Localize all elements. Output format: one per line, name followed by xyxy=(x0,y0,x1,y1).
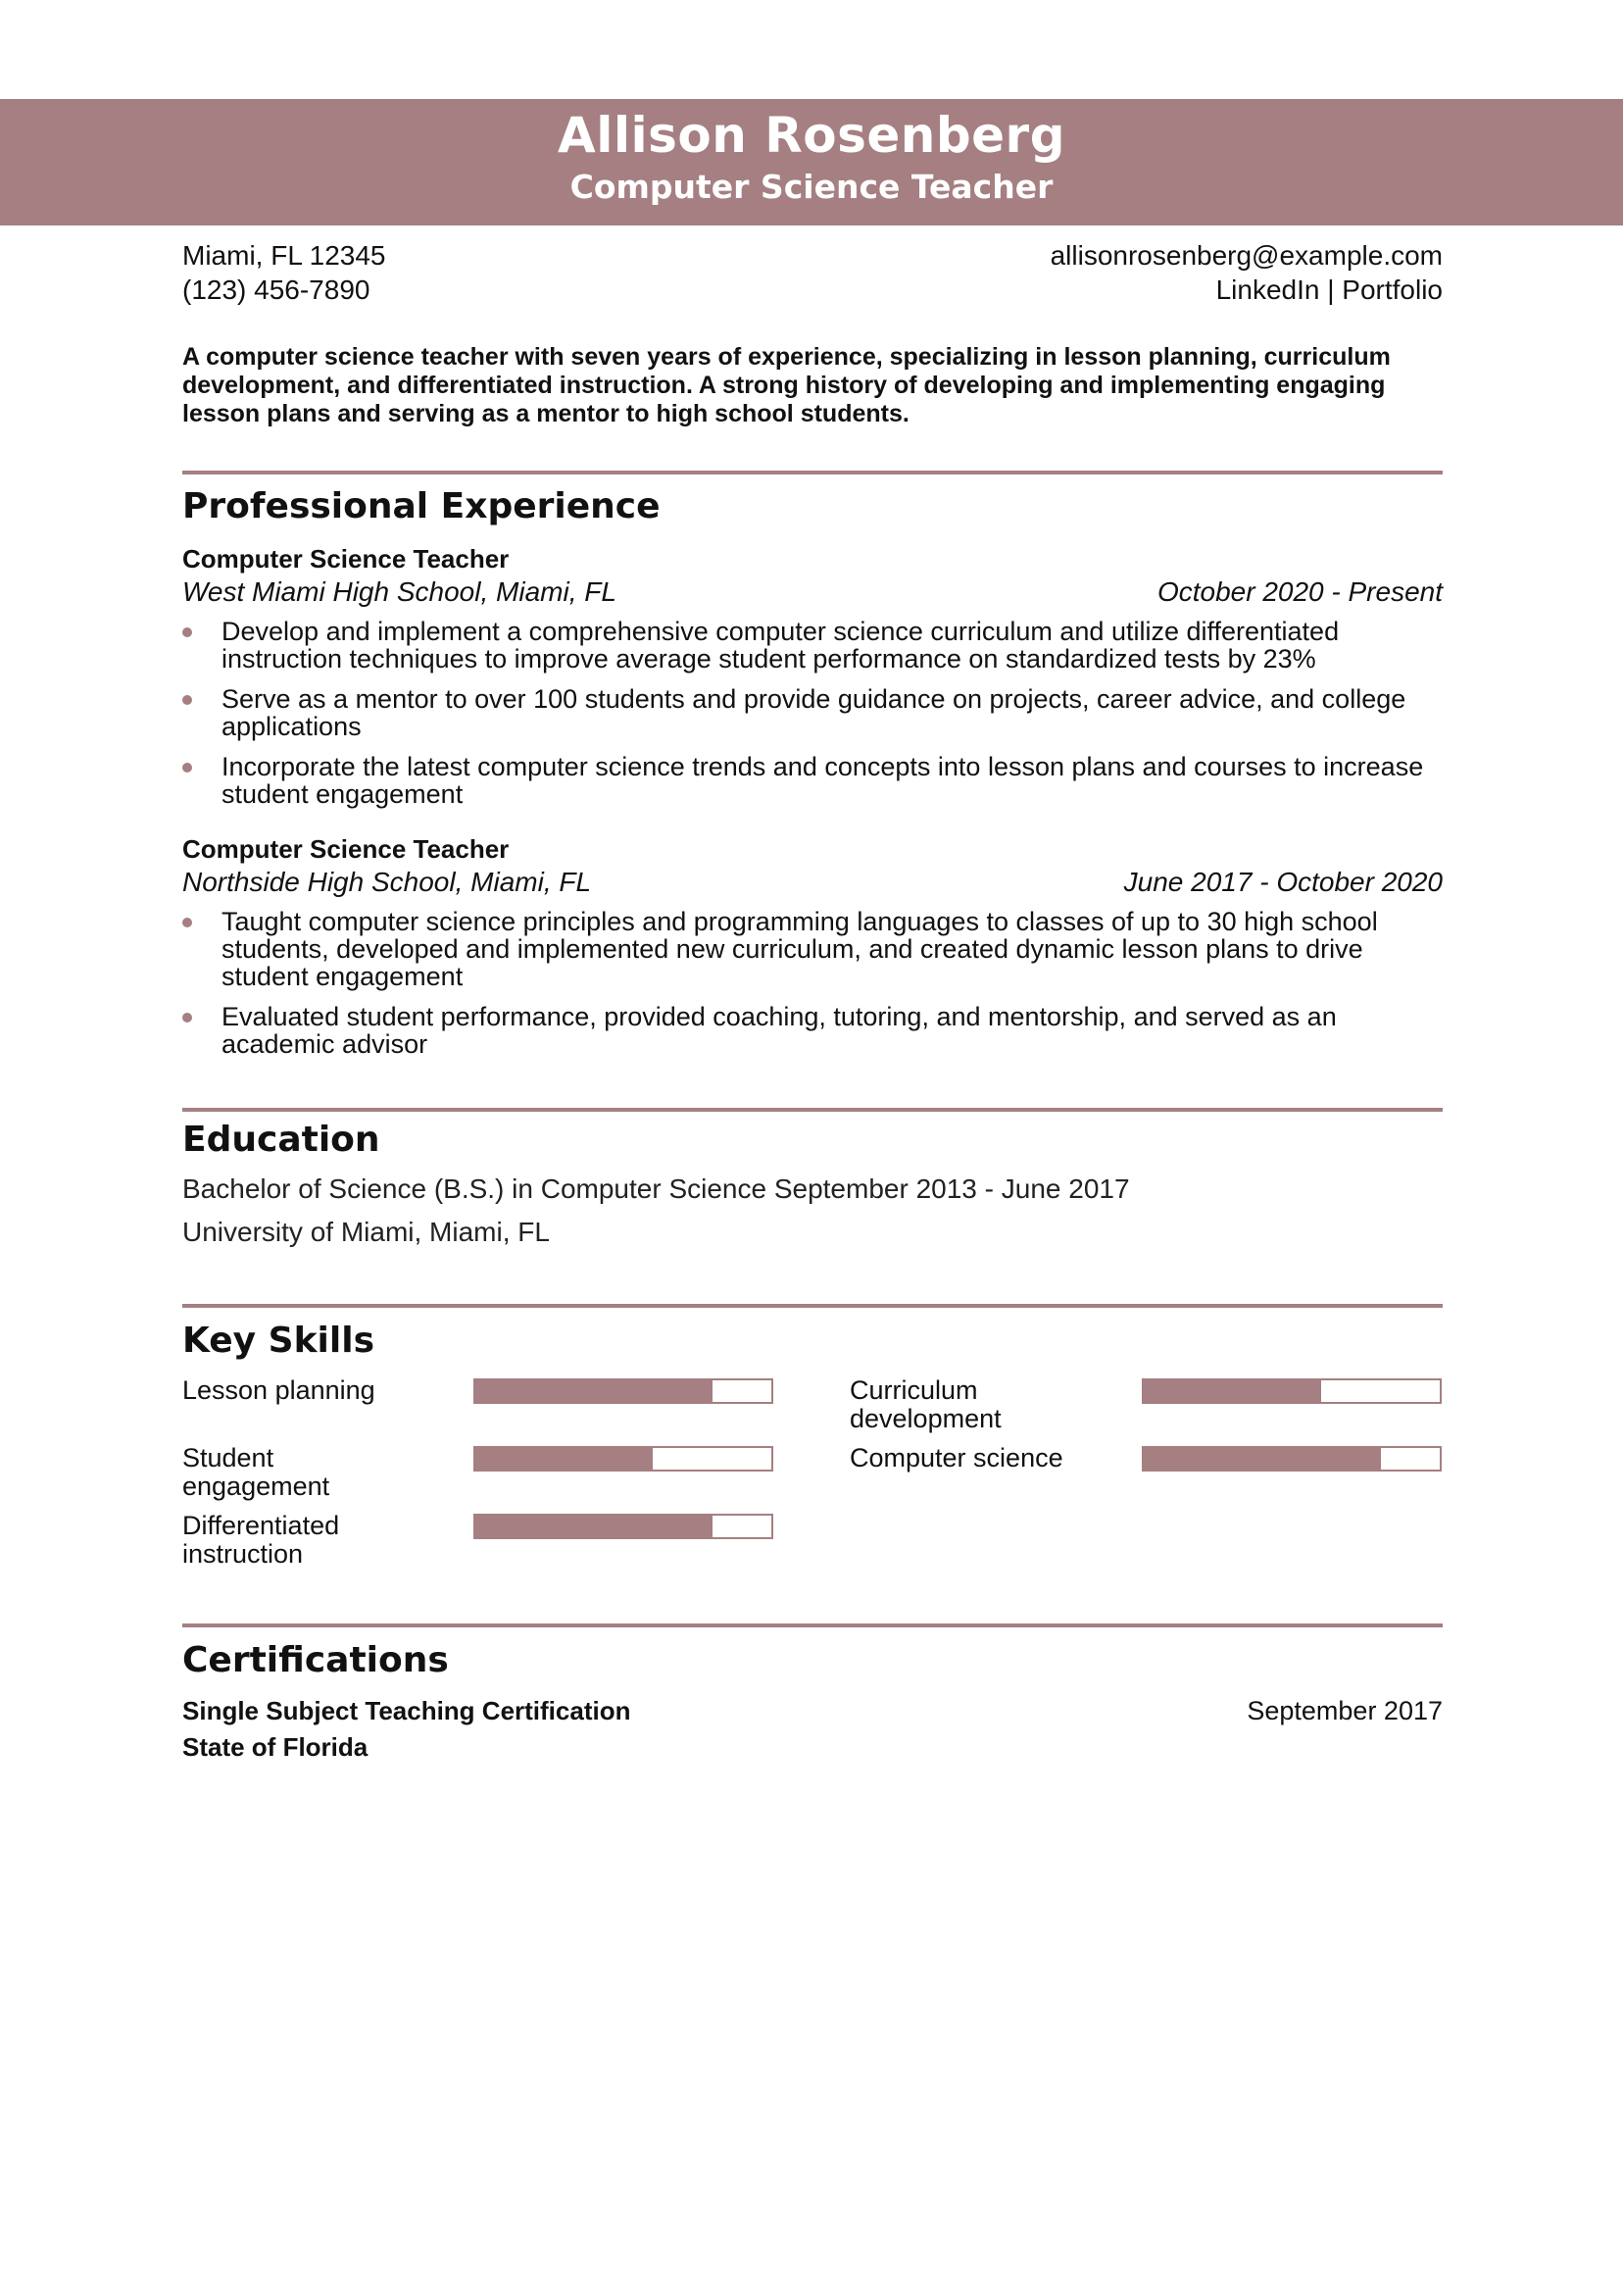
job-bullet: Incorporate the latest computer science trends and concepts into lesson plans and courses to increase student engagement xyxy=(182,753,1443,808)
skill-bar xyxy=(1142,1378,1442,1404)
job-bullet: Develop and implement a comprehensive computer science curriculum and utilize differentiated instruction techniques to improve average student performance on standardized tests by 23% xyxy=(182,618,1443,673)
address: Miami, FL 12345 xyxy=(182,240,386,271)
job-title: Computer Science Teacher xyxy=(182,834,510,864)
section-divider xyxy=(182,1623,1443,1627)
certification-entry xyxy=(182,1693,1443,1766)
skill-bar-fill xyxy=(475,1516,713,1537)
skill-label: Lesson planning xyxy=(182,1375,375,1405)
certification-org: State of Florida xyxy=(182,1732,369,1762)
email-link[interactable]: allisonrosenberg@example.com xyxy=(1050,240,1443,271)
skill-bar xyxy=(473,1446,773,1472)
job-entry xyxy=(182,833,1443,1071)
section-divider xyxy=(182,471,1443,474)
job-company: West Miami High School, Miami, FL xyxy=(182,576,616,607)
job-dates: October 2020 - Present xyxy=(1156,576,1443,607)
section-title-education: Education xyxy=(182,1120,380,1160)
certification-date: September 2017 xyxy=(1247,1696,1443,1725)
bullet-dot-icon xyxy=(182,763,192,773)
job-company: Northside High School, Miami, FL xyxy=(182,867,592,897)
phone: (123) 456-7890 xyxy=(182,275,370,305)
job-bullet: Taught computer science principles and programming languages to classes of up to 30 high school students, developed and implemented new curriculum, and created dynamic lesson plans to drive student engagement xyxy=(182,908,1443,990)
header-banner xyxy=(0,99,1623,225)
job-bullets xyxy=(182,618,1443,808)
job-entry xyxy=(182,543,1443,821)
profile-links[interactable]: LinkedIn | Portfolio xyxy=(1215,275,1443,305)
skill-bar-fill xyxy=(1144,1448,1381,1470)
job-title: Computer Science Teacher xyxy=(182,544,510,574)
skill-label: Computer science xyxy=(850,1443,1063,1472)
skill-label: Student engagement xyxy=(182,1443,330,1501)
job-bullet: Evaluated student performance, provided coaching, tutoring, and mentorship, and served as an academic advisor xyxy=(182,1003,1443,1058)
job-bullets xyxy=(182,908,1443,1058)
certification-name: Single Subject Teaching Certification xyxy=(182,1696,631,1725)
section-title-experience: Professional Experience xyxy=(182,486,661,526)
skill-bar-fill xyxy=(1144,1380,1321,1402)
summary: A computer science teacher with seven years of experience, specializing in lesson planning, curriculum development, and differentiated instruction. A strong history of developing and implementing engaging lesson plans and serving as a mentor to high school students. xyxy=(182,343,1391,427)
job-bullet: Serve as a mentor to over 100 students and provide guidance on projects, career advice, and college applications xyxy=(182,685,1443,740)
section-divider xyxy=(182,1108,1443,1112)
bullet-dot-icon xyxy=(182,1013,192,1023)
skill-bar xyxy=(473,1514,773,1539)
section-title-skills: Key Skills xyxy=(182,1321,374,1361)
skill-bar-fill xyxy=(475,1380,713,1402)
section-divider xyxy=(182,1304,1443,1308)
skill-bar-fill xyxy=(475,1448,653,1470)
skill-label: Curriculum development xyxy=(850,1375,1002,1433)
bullet-dot-icon xyxy=(182,695,192,705)
job-dates: June 2017 - October 2020 xyxy=(1123,867,1443,897)
candidate-name: Allison Rosenberg xyxy=(558,107,1065,164)
bullet-dot-icon xyxy=(182,627,192,637)
skill-label: Differentiated instruction xyxy=(182,1511,340,1569)
education-school: University of Miami, Miami, FL xyxy=(182,1217,550,1247)
skill-bar xyxy=(1142,1446,1442,1472)
bullet-dot-icon xyxy=(182,918,192,927)
candidate-role: Computer Science Teacher xyxy=(569,168,1054,206)
contact-info xyxy=(182,238,1443,307)
skill-bar xyxy=(473,1378,773,1404)
section-title-certifications: Certifications xyxy=(182,1640,449,1680)
education-degree: Bachelor of Science (B.S.) in Computer Science September 2013 - June 2017 xyxy=(182,1173,1130,1204)
